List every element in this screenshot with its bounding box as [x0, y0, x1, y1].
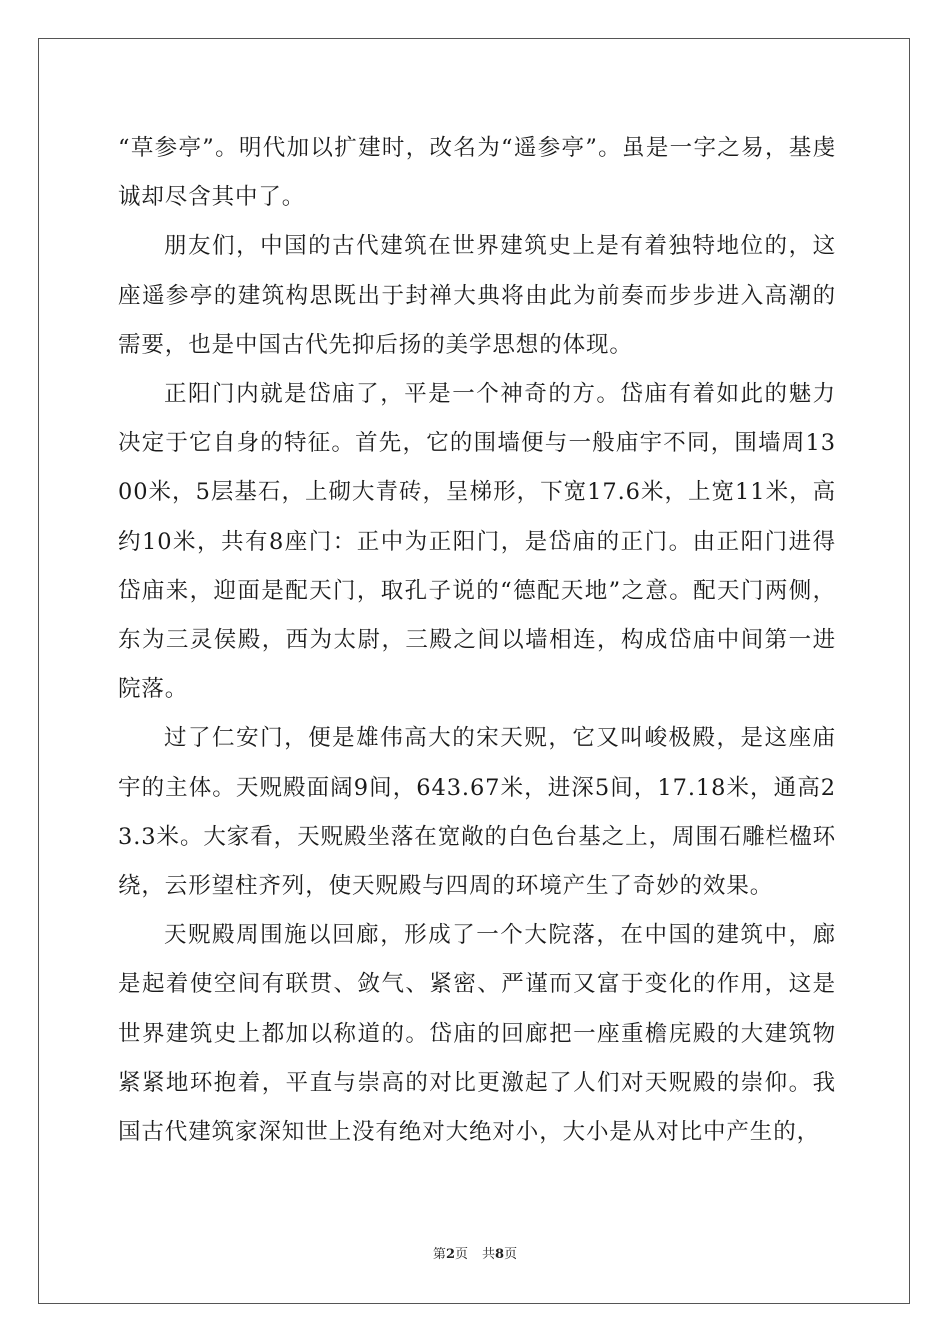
paragraph-3: 正阳门内就是岱庙了，平是一个神奇的方。岱庙有着如此的魅力决定于它自身的特征。首先，它的围墙便与一般庙宇不同，围墙周1300米，5层基石，上砌大青砖，呈梯形，下宽17.6米，上宽11米，高约10米，共有8座门：正中为正阳门，是岱庙的正门。由正阳门进得岱庙来，迎面是配天门，取孔子说的“德配天地”之意。配天门两侧，东为三灵侯殿，西为太尉，三殿之间以墙相连，构成岱庙中间第一进院落。 [118, 381, 836, 703]
total-page-count: 8 [495, 1247, 505, 1262]
page-footer [0, 1246, 950, 1264]
current-page-number: 2 [445, 1247, 455, 1262]
paragraph-5: 天贶殿周围施以回廊，形成了一个大院落，在中国的建筑中，廊是起着使空间有联贯、敛气、紧密、严谨而又富于变化的作用，这是世界建筑史上都加以称道的。岱庙的回廊把一座重檐庑殿的大建筑物紧紧地环抱着，平直与崇高的对比更激起了人们对天贶殿的崇仰。我国古代建筑家深知世上没有绝对大绝对小，大小是从对比中产生的， [118, 922, 836, 1146]
total-pages-indicator: 共8页 [482, 1247, 518, 1262]
document-body [118, 124, 836, 1157]
paragraph-4: 过了仁安门，便是雄伟高大的宋天贶，它又叫峻极殿，是这座庙宇的主体。天贶殿面阔9间，643.67米，进深5间，17.18米，通高23.3米。大家看，天贶殿坐落在宽敞的白色台基之上，周围石雕栏楹环绕，云形望柱齐列，使天贶殿与四周的环境产生了奇妙的效果。 [118, 725, 836, 900]
page-indicator: 第2页 [432, 1247, 468, 1262]
paragraph-2: 朋友们，中国的古代建筑在世界建筑史上是有着独特地位的，这座遥参亭的建筑构思既出于封禅大典将由此为前奏而步步进入高潮的需要，也是中国古代先抑后扬的美学思想的体现。 [118, 233, 836, 358]
paragraph-1: “草参亭”。明代加以扩建时，改名为“遥参亭”。虽是一字之易，基虔诚却尽含其中了。 [118, 135, 836, 211]
